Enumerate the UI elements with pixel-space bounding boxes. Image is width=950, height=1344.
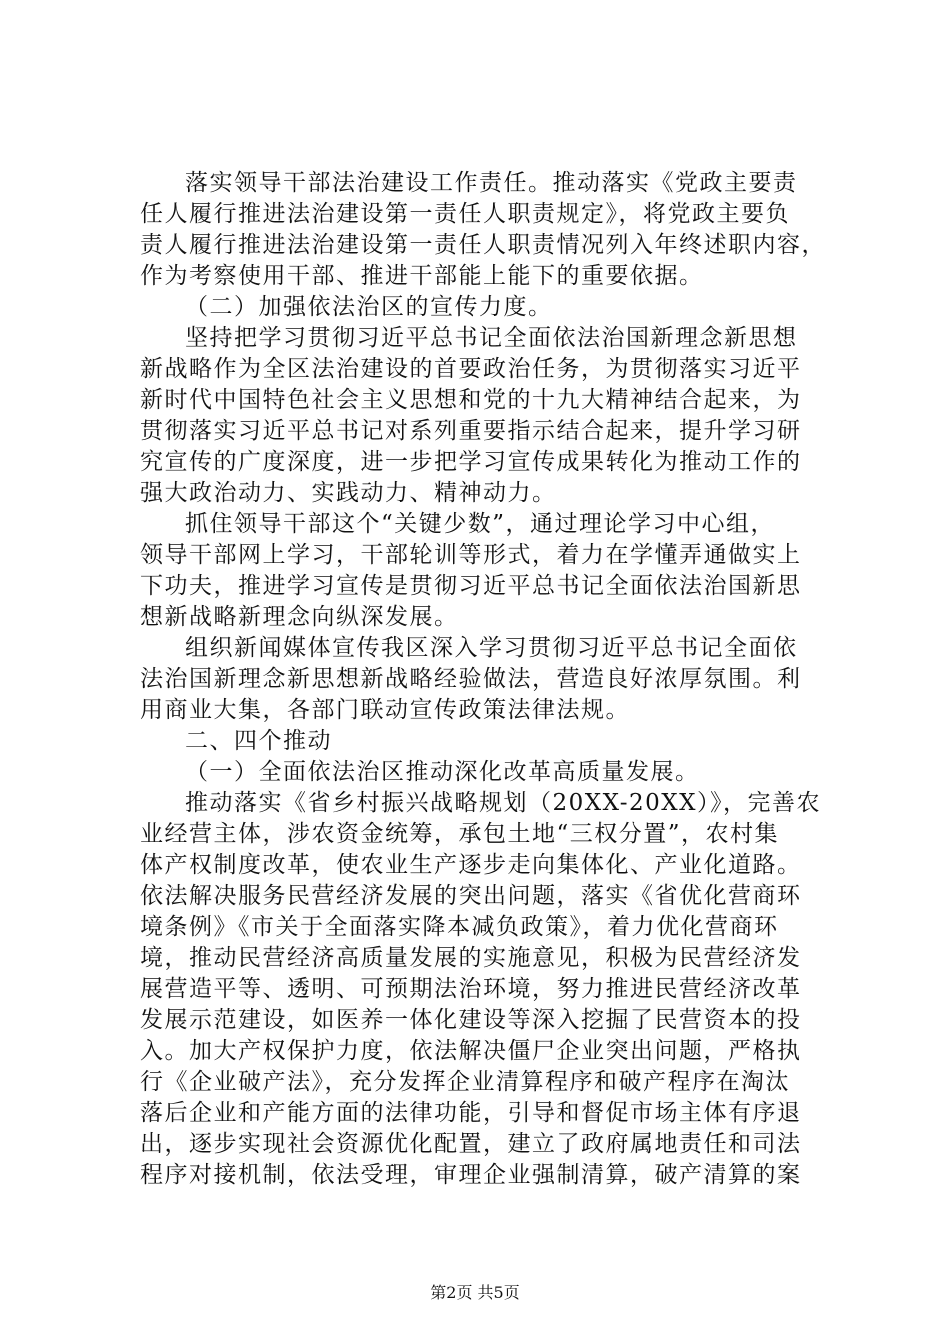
text-line: 落实领导干部法治建设工作责任。推动落实《党政主要责 [185, 170, 798, 196]
text-line: 究宣传的广度深度，进一步把学习宣传成果转化为推动工作的 [140, 449, 802, 475]
text-line: 程序对接机制，依法受理，审理企业强制清算，破产清算的案 [140, 1162, 802, 1188]
text-line: 境条例》《市关于全面落实降本减负政策》，着力优化营商环 [140, 914, 779, 940]
text-line: 贯彻落实习近平总书记对系列重要指示结合起来，提升学习研 [140, 418, 802, 444]
page-footer: 第2页 共5页 [430, 1283, 520, 1302]
text-line: 境，推动民营经济高质量发展的实施意见，积极为民营经济发 [140, 945, 802, 971]
text-line: 二、四个推动 [185, 728, 332, 754]
text-line: 法治国新理念新思想新战略经验做法，营造良好浓厚氛围。利 [140, 666, 802, 692]
text-line: 业经营主体，涉农资金统筹，承包土地“三权分置”，农村集 [140, 821, 780, 847]
text-line: 出，逐步实现社会资源优化配置，建立了政府属地责任和司法 [140, 1131, 802, 1157]
text-line: 作为考察使用干部、推进干部能上能下的重要依据。 [140, 263, 704, 289]
text-line: 体产权制度改革，使农业生产逐步走向集体化、产业化道路。 [140, 852, 802, 878]
text-line: 坚持把学习贯彻习近平总书记全面依法治国新理念新思想 [185, 325, 798, 351]
text-line: （一）全面依法治区推动深化改革高质量发展。 [185, 759, 700, 785]
text-line: 组织新闻媒体宣传我区深入学习贯彻习近平总书记全面依 [185, 635, 798, 661]
text-line: （二）加强依法治区的宣传力度。 [185, 294, 553, 320]
text-line: 抓住领导干部这个“关键少数”，通过理论学习中心组， [185, 511, 776, 537]
text-line: 展营造平等、透明、可预期法治环境，努力推进民营经济改革 [140, 976, 802, 1002]
text-line: 行《企业破产法》，充分发挥企业清算程序和破产程序在淘汰 [140, 1069, 790, 1095]
text-line: 强大政治动力、实践动力、精神动力。 [140, 480, 557, 506]
text-line: 新时代中国特色社会主义思想和党的十九大精神结合起来，为 [140, 387, 802, 413]
text-line: 落后企业和产能方面的法律功能，引导和督促市场主体有序退 [140, 1100, 802, 1126]
text-line: 责人履行推进法治建设第一责任人职责情况列入年终述职内容， [140, 232, 826, 258]
text-line: 新战略作为全区法治建设的首要政治任务，为贯彻落实习近平 [140, 356, 802, 382]
text-line: 发展示范建设，如医养一体化建设等深入挖掘了民营资本的投 [140, 1007, 802, 1033]
text-line: 任人履行推进法治建设第一责任人职责规定》，将党政主要负 [140, 201, 790, 227]
text-line: 推动落实《省乡村振兴战略规划（20XX-20XX）》，完善农 [185, 790, 821, 816]
document-body [140, 168, 826, 1191]
text-line: 下功夫，推进学习宣传是贯彻习近平总书记全面依法治国新思 [140, 573, 802, 599]
text-line: 想新战略新理念向纵深发展。 [140, 604, 459, 630]
text-line: 依法解决服务民营经济发展的突出问题，落实《省优化营商环 [140, 883, 802, 909]
text-line: 领导干部网上学习，干部轮训等形式，着力在学懂弄通做实上 [140, 542, 802, 568]
text-line: 用商业大集，各部门联动宣传政策法律法规。 [140, 697, 630, 723]
text-line: 入。加大产权保护力度，依法解决僵尸企业突出问题，严格执 [140, 1038, 802, 1064]
